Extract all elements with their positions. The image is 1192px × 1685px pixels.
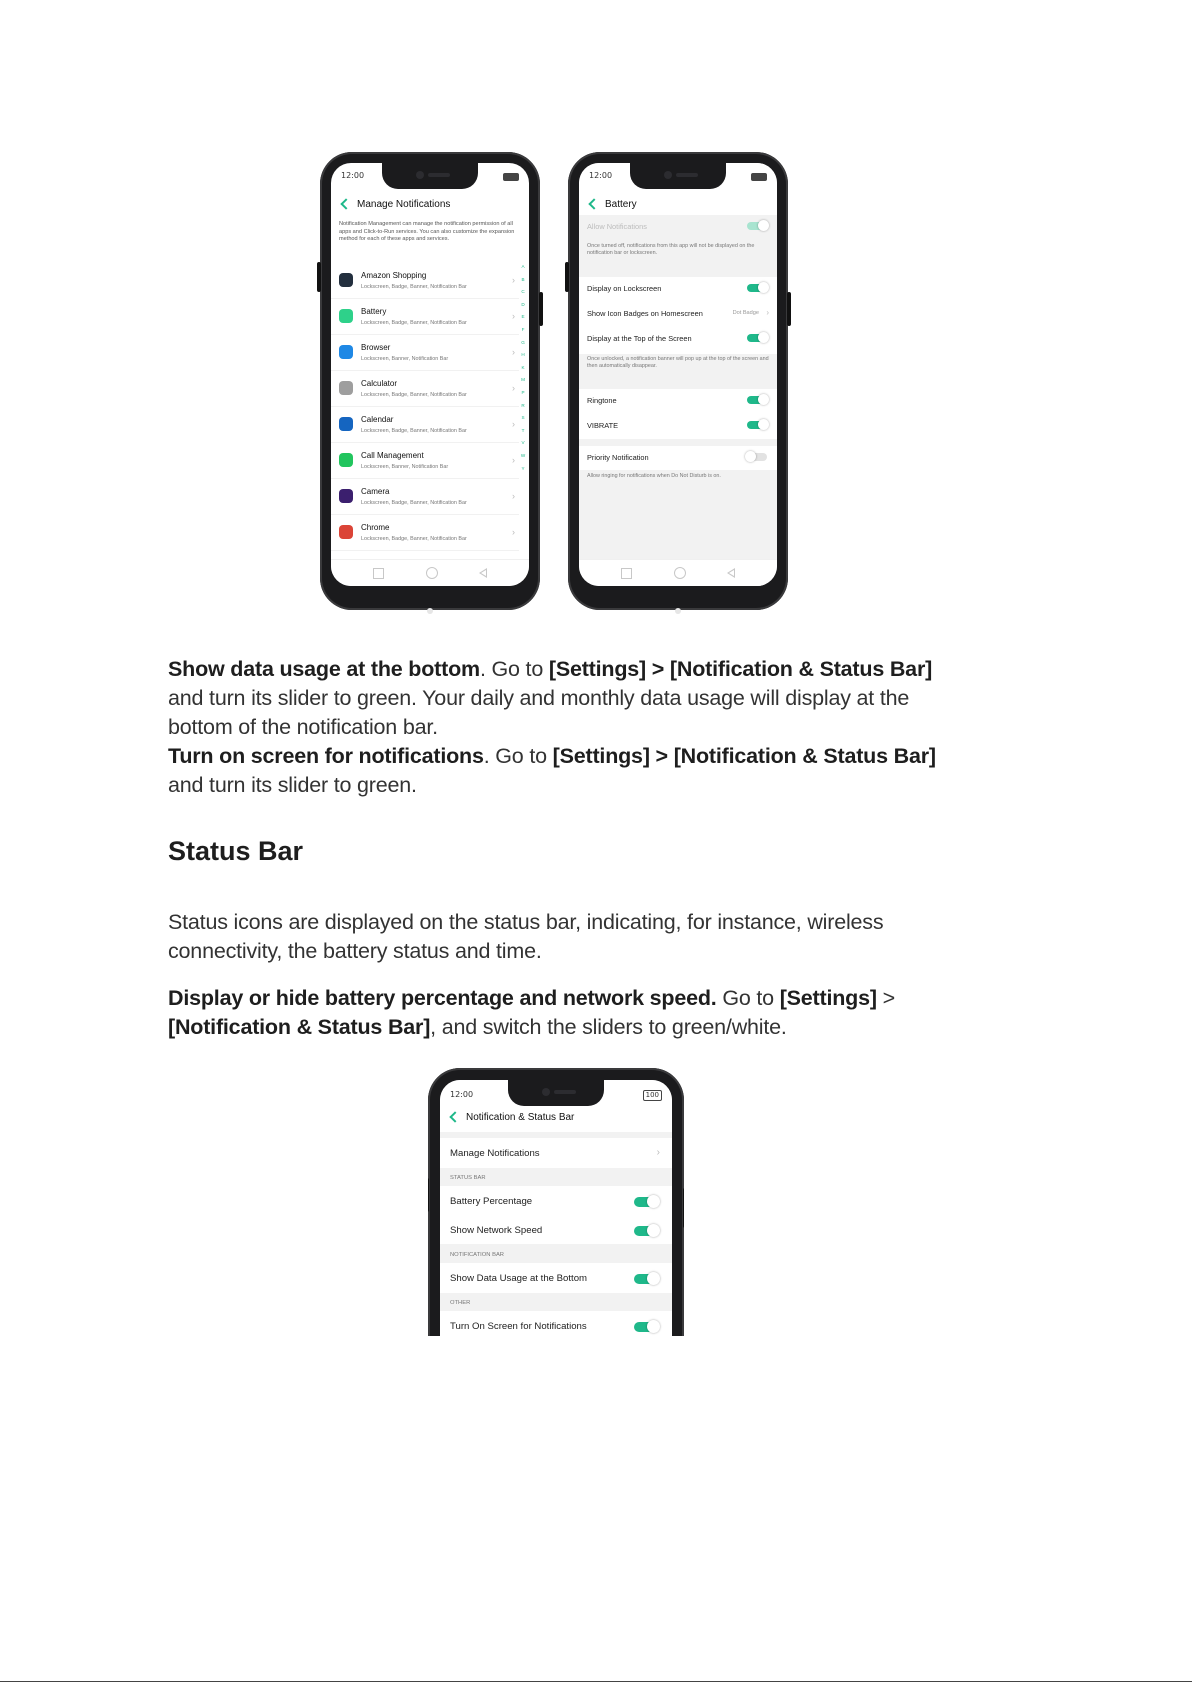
calculator-icon <box>339 381 353 395</box>
battery-percentage-label: Battery Percentage <box>450 1196 533 1207</box>
index-letter[interactable]: S <box>521 415 525 421</box>
settings-ref: [Settings] <box>779 986 877 1010</box>
allow-notifications-toggle[interactable] <box>747 222 767 230</box>
screen-on-row[interactable] <box>450 1311 660 1336</box>
home-icon[interactable] <box>674 567 686 579</box>
display-top-row[interactable] <box>587 327 769 351</box>
chevron-right-icon: › <box>512 275 515 285</box>
notch <box>382 163 478 189</box>
priority-label: Priority Notification <box>587 453 649 462</box>
battery-icon <box>503 173 519 181</box>
chevron-right-icon: › <box>512 455 515 465</box>
icon-badges-label: Show Icon Badges on Homescreen <box>587 309 703 318</box>
app-notification-types: Lockscreen, Badge, Banner, Notification Bar <box>361 428 467 434</box>
phone-side-button <box>317 262 321 292</box>
index-letter[interactable]: A <box>521 264 525 269</box>
bottom-mic <box>675 608 681 614</box>
app-row[interactable] <box>331 263 519 299</box>
index-letter[interactable]: E <box>521 314 525 320</box>
app-name: Battery <box>361 307 387 316</box>
page-title: Manage Notifications <box>357 198 451 210</box>
section-heading: Status Bar <box>168 836 304 866</box>
back-chevron-icon[interactable] <box>339 198 351 210</box>
phone-screen <box>579 163 777 586</box>
notification-status-ref: [Notification & Status Bar] <box>673 744 936 768</box>
app-row[interactable] <box>331 335 519 371</box>
bold-lead: Turn on screen for notifications <box>168 744 484 768</box>
allow-notifications-note: Once turned off, notifications from this app will not be displayed on the notification bar or lockscreen. <box>587 243 755 256</box>
index-letter[interactable]: H <box>521 352 525 358</box>
system-nav-bar <box>579 559 777 586</box>
paragraph-screen-on <box>168 742 968 800</box>
index-letter[interactable]: P <box>521 389 525 395</box>
battery-percentage-row[interactable] <box>450 1186 660 1216</box>
data-usage-toggle[interactable] <box>634 1274 658 1284</box>
chevron-right-icon: › <box>512 419 515 429</box>
index-letter[interactable]: K <box>521 364 525 370</box>
network-speed-row[interactable] <box>450 1215 660 1245</box>
priority-row[interactable] <box>587 446 769 470</box>
app-name: Camera <box>361 487 390 496</box>
page-title: Notification & Status Bar <box>466 1111 575 1123</box>
battery-icon <box>339 309 353 323</box>
manage-notifications-label: Manage Notifications <box>450 1148 540 1159</box>
phone-icon <box>339 453 353 467</box>
phone-screen <box>331 163 529 586</box>
recent-apps-icon[interactable] <box>621 568 632 579</box>
settings-ref: [Settings] <box>548 657 646 681</box>
paragraph-data-usage <box>168 655 968 742</box>
phone-side-button <box>539 292 543 326</box>
index-letter[interactable]: G <box>521 339 525 345</box>
vibrate-row[interactable] <box>587 414 769 438</box>
chevron-right-icon: › <box>512 491 515 501</box>
ringtone-row[interactable] <box>587 389 769 413</box>
allow-notifications-row[interactable] <box>587 215 769 239</box>
index-letter[interactable]: C <box>521 289 525 295</box>
priority-toggle[interactable] <box>747 453 767 461</box>
data-usage-label: Show Data Usage at the Bottom <box>450 1273 588 1284</box>
allow-notifications-label: Allow Notifications <box>587 222 647 231</box>
phone-side-button <box>428 1178 429 1212</box>
index-letter[interactable]: V <box>521 440 525 446</box>
notch <box>630 163 726 189</box>
recent-apps-icon[interactable] <box>373 568 384 579</box>
back-icon[interactable] <box>479 568 487 578</box>
chevron-right-icon: › <box>766 308 769 317</box>
index-letter[interactable]: M <box>521 377 525 383</box>
app-notification-types: Lockscreen, Badge, Banner, Notification Bar <box>361 536 467 542</box>
app-name: Chrome <box>361 523 390 532</box>
camera-icon <box>339 489 353 503</box>
back-icon[interactable] <box>727 568 735 578</box>
app-notification-types: Lockscreen, Badge, Banner, Notification Bar <box>361 392 467 398</box>
index-letter[interactable]: F <box>521 326 525 332</box>
phone-manage-notifications <box>320 152 540 610</box>
app-row[interactable] <box>331 299 519 335</box>
index-letter[interactable]: B <box>521 276 525 282</box>
text-run: . Go to <box>483 744 553 768</box>
status-bar-header: STATUS BAR <box>450 1175 486 1181</box>
gt-sep: > <box>649 744 674 768</box>
app-name: Calculator <box>361 379 398 388</box>
phone-side-button <box>683 1188 684 1228</box>
alphabet-index[interactable] <box>519 261 527 475</box>
phone-side-button <box>565 262 569 292</box>
text-run: . Go to <box>479 657 549 681</box>
home-icon[interactable] <box>426 567 438 579</box>
vibrate-label: VIBRATE <box>587 421 619 430</box>
page-title: Battery <box>605 198 637 210</box>
chevron-right-icon: › <box>656 1147 660 1158</box>
index-letter[interactable]: W <box>520 452 526 458</box>
icon-badges-row[interactable] <box>587 302 769 326</box>
nav-bar <box>579 193 777 215</box>
back-chevron-icon[interactable] <box>587 198 599 210</box>
index-letter[interactable]: R <box>521 402 525 408</box>
chevron-right-icon: › <box>512 311 515 321</box>
app-name: Call Management <box>361 451 424 460</box>
paragraph-battery-network <box>168 984 968 1042</box>
amazon-icon <box>339 273 353 287</box>
bold-lead: Show data usage at the bottom <box>168 657 480 681</box>
notification-status-ref: [Notification & Status Bar] <box>669 657 933 681</box>
app-name: Calendar <box>361 415 394 424</box>
app-notification-types: Lockscreen, Badge, Banner, Notification Bar <box>361 320 467 326</box>
chevron-right-icon: › <box>512 527 515 537</box>
screen-on-toggle[interactable] <box>634 1322 658 1332</box>
browser-icon <box>339 345 353 359</box>
app-name: Browser <box>361 343 391 352</box>
gt-sep: > <box>646 657 670 681</box>
battery-icon <box>751 173 767 181</box>
status-time: 12:00 <box>450 1090 474 1099</box>
index-letter[interactable]: Y <box>521 465 525 471</box>
gt-sep: > <box>876 986 895 1010</box>
system-nav-bar <box>331 559 529 586</box>
app-row[interactable] <box>331 407 519 443</box>
network-speed-toggle[interactable] <box>634 1226 658 1236</box>
app-row[interactable] <box>331 443 519 479</box>
ringtone-label: Ringtone <box>587 396 617 405</box>
priority-note: Allow ringing for notifications when Do Not Disturb is on. <box>587 473 721 479</box>
nav-bar <box>440 1104 672 1130</box>
phone-screen <box>440 1080 672 1336</box>
bold-lead: Display or hide battery percentage and network speed. <box>168 986 717 1010</box>
status-time: 12:00 <box>341 171 365 180</box>
notch <box>508 1080 604 1106</box>
calendar-icon <box>339 417 353 431</box>
app-notification-types: Lockscreen, Badge, Banner, Notification Bar <box>361 284 467 290</box>
settings-ref: [Settings] <box>552 744 650 768</box>
app-list <box>331 263 519 586</box>
phone-notification-status-bar <box>428 1068 684 1336</box>
phone-crop-frame <box>428 1068 684 1336</box>
display-top-label: Display at the Top of the Screen <box>587 334 692 343</box>
display-lockscreen-toggle[interactable] <box>747 284 767 292</box>
battery-percentage-indicator: 100 <box>643 1090 662 1101</box>
text-run: and turn its slider to green. Your daily and monthly data usage will display at the bottom of the notification bar. <box>168 686 910 739</box>
index-letter[interactable]: D <box>521 301 525 307</box>
app-notification-types: Lockscreen, Banner, Notification Bar <box>361 356 449 362</box>
battery-percentage-toggle[interactable] <box>634 1197 658 1207</box>
screen-on-label: Turn On Screen for Notifications <box>450 1321 587 1332</box>
app-row[interactable] <box>331 371 519 407</box>
text-run: Go to <box>716 986 780 1010</box>
app-notification-types: Lockscreen, Badge, Banner, Notification Bar <box>361 500 467 506</box>
status-time: 12:00 <box>589 171 613 180</box>
data-usage-row[interactable] <box>450 1263 660 1293</box>
display-lockscreen-label: Display on Lockscreen <box>587 284 662 293</box>
index-letter[interactable]: T <box>521 427 525 433</box>
phone-side-button <box>787 292 791 326</box>
footer-rule <box>0 1681 1192 1682</box>
app-name: Amazon Shopping <box>361 271 427 280</box>
notification-status-ref: [Notification & Status Bar] <box>168 1015 431 1039</box>
chevron-right-icon: › <box>512 347 515 357</box>
app-notification-types: Lockscreen, Banner, Notification Bar <box>361 464 449 470</box>
ringtone-toggle[interactable] <box>747 396 767 404</box>
app-row[interactable] <box>331 479 519 515</box>
display-top-toggle[interactable] <box>747 334 767 342</box>
badge-value: Dot Badge <box>732 310 759 316</box>
bottom-mic <box>427 608 433 614</box>
display-lockscreen-row[interactable] <box>587 277 769 301</box>
display-top-note: Once unlocked, a notification banner will pop up at the top of the screen and then automatically disappear. <box>587 356 769 369</box>
manage-notifications-row[interactable] <box>450 1138 660 1168</box>
back-chevron-icon[interactable] <box>448 1111 460 1123</box>
vibrate-toggle[interactable] <box>747 421 767 429</box>
text-run: and turn its slider to green. <box>168 773 417 797</box>
notification-bar-header: NOTIFICATION BAR <box>450 1252 504 1258</box>
network-speed-label: Show Network Speed <box>450 1225 543 1236</box>
app-row[interactable] <box>331 515 519 551</box>
paragraph-status-icons: Status icons are displayed on the status bar, indicating, for instance, wireless connectivity, the battery status and time. <box>168 910 884 963</box>
description-text: Notification Management can manage the notification permission of all apps and Click-to-Run services. You can also customize the expansion method for each of these apps and services. <box>339 221 515 243</box>
text-run: , and switch the sliders to green/white. <box>430 1015 787 1039</box>
phone-battery-settings <box>568 152 788 610</box>
nav-bar <box>331 193 529 215</box>
chrome-icon <box>339 525 353 539</box>
other-header: OTHER <box>450 1300 471 1306</box>
chevron-right-icon: › <box>512 383 515 393</box>
